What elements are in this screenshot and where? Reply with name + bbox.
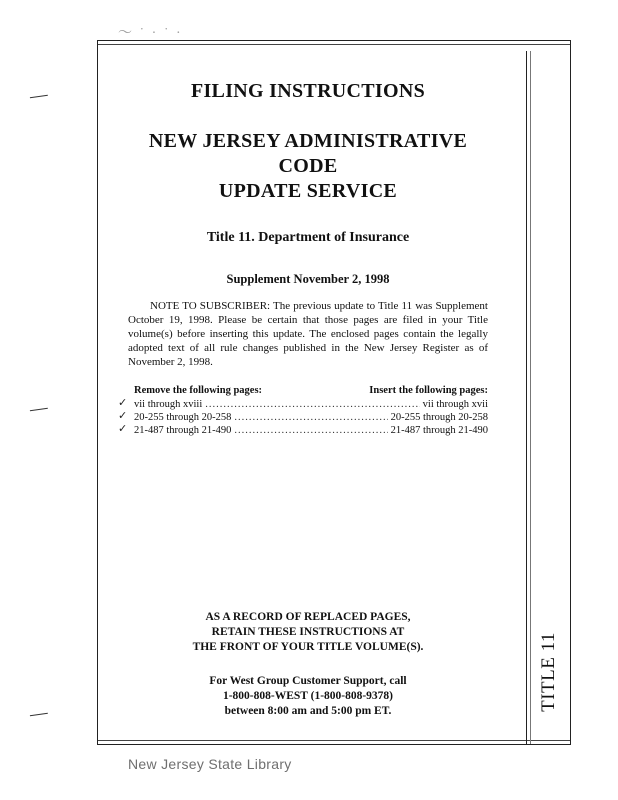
margin-tick-mark	[30, 95, 48, 100]
customer-support-info	[128, 674, 488, 719]
page-row	[118, 410, 488, 424]
remove-pages: vii through xviii	[134, 399, 203, 410]
checkmark-icon: ✓	[118, 423, 128, 435]
dot-leader	[205, 398, 419, 411]
insert-pages: 20-255 through 20-258	[390, 412, 488, 423]
record-line: AS A RECORD OF REPLACED PAGES,	[205, 611, 411, 623]
dot-leader	[234, 411, 387, 424]
library-stamp: New Jersey State Library	[128, 756, 292, 772]
remove-pages-header: Remove the following pages:	[134, 385, 263, 396]
record-line: RETAIN THESE INSTRUCTIONS AT	[211, 626, 405, 638]
code-title	[128, 129, 488, 204]
page-row	[118, 423, 488, 437]
instructions-body	[118, 80, 488, 437]
remove-pages: 20-255 through 20-258	[134, 412, 232, 423]
code-title-line1: NEW JERSEY ADMINISTRATIVE CODE	[148, 130, 468, 177]
support-phone: 1-800-808-WEST (1-800-808-9378)	[222, 690, 394, 702]
insert-pages-header: Insert the following pages:	[369, 385, 488, 396]
page-row	[118, 397, 488, 411]
support-hours: between 8:00 am and 5:00 pm ET.	[224, 705, 392, 717]
record-retention-notice	[128, 610, 488, 655]
page-replacement-list	[118, 385, 488, 437]
remove-pages: 21-487 through 21-490	[134, 425, 232, 436]
side-tab-label: TITLE 11	[538, 632, 559, 712]
supplement-date: Supplement November 2, 1998	[226, 272, 390, 286]
record-line: THE FRONT OF YOUR TITLE VOLUME(S).	[192, 641, 424, 653]
checkmark-icon: ✓	[118, 397, 128, 409]
subscriber-note: NOTE TO SUBSCRIBER: The previous update to Title 11 was Supplement October 19, 1998. Please be certain that those pages are filed in your Title volume(s) before inserting this update. The enclosed pages contain the legally adopted text of all rule changes published in the New Jersey Register as of November 2, 1998.	[128, 300, 488, 368]
department-title: Title 11. Department of Insurance	[206, 230, 410, 245]
side-tab-divider-inner	[530, 51, 531, 744]
frame-top-rule	[98, 44, 570, 45]
margin-tick-mark	[30, 408, 48, 413]
support-line: For West Group Customer Support, call	[209, 675, 407, 687]
dot-leader	[234, 424, 387, 437]
code-title-line2: UPDATE SERVICE	[218, 180, 398, 202]
filing-instructions-heading: FILING INSTRUCTIONS	[190, 80, 426, 102]
side-tab-divider	[526, 51, 527, 744]
page-list-header	[128, 385, 488, 398]
insert-pages: 21-487 through 21-490	[390, 425, 488, 436]
frame-bottom-rule	[98, 740, 570, 741]
margin-tick-mark	[30, 713, 48, 718]
checkmark-icon: ✓	[118, 410, 128, 422]
faint-stamp-mark: 〜 ˙ · ˙ ·	[118, 26, 183, 41]
insert-pages: vii through xvii	[422, 399, 488, 410]
